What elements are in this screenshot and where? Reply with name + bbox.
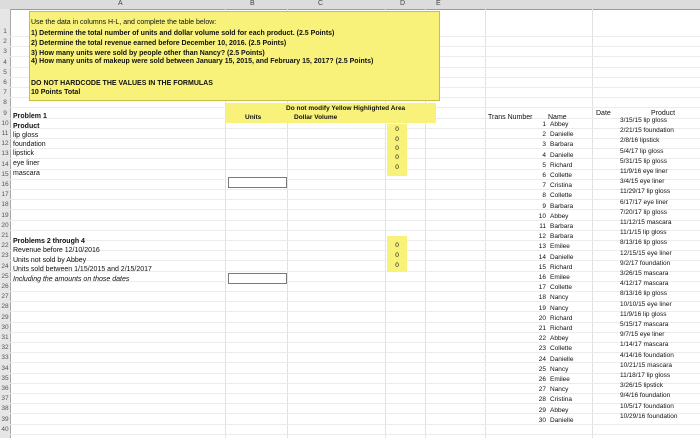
row-number[interactable]: 28	[1, 303, 9, 311]
trans-number-cell: 18	[538, 294, 546, 302]
product-cell: 9/2/17 foundation	[620, 259, 671, 267]
row-number[interactable]: 38	[1, 405, 9, 413]
product-cell: 11/12/15 mascara	[620, 219, 672, 226]
grid-line	[10, 240, 700, 241]
row-number[interactable]: 27	[1, 293, 9, 301]
problem-note: Including the amounts on those dates	[13, 276, 130, 283]
problem-value[interactable]: 0	[395, 252, 399, 259]
product-column-header: Product	[651, 110, 676, 117]
row-number[interactable]: 24	[1, 262, 9, 270]
trans-number-cell: 13	[538, 243, 546, 251]
row-number[interactable]: 34	[1, 364, 9, 372]
product-cell: 3/26/15 mascara	[620, 270, 669, 277]
grid-line	[10, 311, 700, 312]
trans-number-cell: 26	[538, 376, 546, 383]
product-cell: 10/5/17 foundation	[620, 402, 674, 410]
row-number[interactable]: 30	[1, 323, 9, 331]
name-cell: Barbara	[550, 223, 574, 230]
outlined-cell[interactable]	[228, 273, 287, 284]
name-cell: Collette	[550, 284, 573, 292]
name-cell: Danielle	[550, 416, 574, 424]
row-number[interactable]: 37	[1, 395, 9, 403]
dollar-value[interactable]: 0	[395, 126, 399, 133]
grid-line	[10, 209, 700, 210]
row-number[interactable]: 16	[1, 181, 9, 188]
row-number[interactable]: 31	[1, 334, 9, 341]
points-total: 10 Points Total	[31, 89, 81, 96]
trans-number-cell: 11	[539, 223, 546, 230]
product-cell: 1/14/17 mascara	[620, 341, 669, 349]
name-cell: Abbey	[550, 335, 569, 343]
problem-label: Revenue before 12/10/2016	[13, 247, 100, 254]
trans-number-cell: 6	[542, 172, 546, 179]
warning-text: DO NOT HARDCODE THE VALUES IN THE FORMULAS	[31, 80, 213, 87]
name-header: Name	[548, 114, 567, 121]
grid-line	[10, 362, 700, 363]
grid-line	[10, 199, 700, 200]
row-number[interactable]: 15	[1, 170, 9, 178]
name-cell: Emilee	[550, 274, 570, 281]
row-number[interactable]: 18	[1, 201, 9, 209]
row-number[interactable]: 32	[1, 344, 9, 352]
product-cell: 7/20/17 lip gloss	[620, 208, 667, 216]
grid-line	[10, 342, 700, 343]
row-number[interactable]: 1	[3, 28, 7, 35]
row-number[interactable]: 36	[1, 385, 9, 392]
name-cell: Richard	[550, 161, 573, 169]
row-number[interactable]: 17	[1, 191, 9, 199]
product-cell: 3/26/15 lipstick	[620, 382, 663, 390]
row-number[interactable]: 5	[3, 68, 7, 76]
name-cell: Nancy	[550, 365, 569, 373]
grid-line	[10, 220, 700, 221]
grid-line	[10, 138, 700, 139]
product-cell: 10/21/15 mascara	[620, 361, 673, 369]
row-number[interactable]: 25	[1, 272, 9, 280]
trans-number-cell: 25	[538, 365, 546, 373]
row-number[interactable]: 35	[1, 374, 9, 382]
row-number[interactable]: 22	[1, 242, 9, 250]
trans-number-cell: 27	[538, 386, 546, 394]
row-number[interactable]: 10	[1, 119, 9, 127]
product-cell: 8/13/16 lip gloss	[620, 239, 667, 247]
grid-line	[10, 424, 700, 425]
name-cell: Barbara	[550, 202, 574, 210]
grid-line	[485, 9, 486, 438]
product-label: foundation	[13, 141, 46, 148]
column-header-e[interactable]: E	[436, 0, 441, 7]
trans-number-cell: 8	[542, 192, 546, 200]
row-number[interactable]: 8	[3, 99, 7, 107]
dollar-value[interactable]: 0	[395, 145, 399, 152]
row-number[interactable]: 3	[3, 48, 7, 56]
product-cell: 11/29/17 lip gloss	[620, 188, 671, 196]
column-header-b[interactable]: B	[250, 0, 255, 7]
grid-line	[10, 128, 700, 129]
trans-number-cell: 28	[538, 396, 546, 404]
name-cell: Cristina	[550, 396, 573, 404]
product-header: Product	[13, 123, 40, 130]
grid-line	[10, 373, 700, 374]
grid-line	[10, 148, 700, 149]
trans-number-cell: 14	[538, 253, 546, 261]
dollar-volume-header: Dollar Volume	[294, 114, 338, 121]
grid-line	[592, 9, 593, 438]
problem-label: Units sold between 1/15/2015 and 2/15/2017	[13, 266, 152, 273]
trans-number-cell: 21	[538, 325, 546, 332]
product-cell: 4/12/17 mascara	[620, 280, 669, 288]
product-cell: 11/1/15 lip gloss	[620, 229, 667, 237]
dollar-value[interactable]: 0	[395, 136, 399, 143]
problem-value[interactable]: 0	[395, 262, 399, 269]
name-cell: Emilee	[550, 376, 570, 383]
row-number[interactable]: 4	[3, 58, 7, 66]
name-cell: Richard	[550, 325, 573, 332]
row-number[interactable]: 23	[1, 252, 9, 260]
trans-number-cell: 30	[538, 416, 546, 424]
product-cell: 5/4/17 lip gloss	[620, 147, 664, 155]
grid-line	[10, 332, 700, 333]
product-cell: 11/18/17 lip gloss	[620, 372, 671, 379]
trans-number-cell: 29	[538, 406, 546, 414]
product-cell: 2/21/15 foundation	[620, 127, 674, 135]
trans-number-cell: 15	[538, 263, 546, 271]
modify-note: Do not modify Yellow Highlighted Area	[286, 105, 406, 112]
name-cell: Barbara	[550, 141, 574, 149]
product-cell: 5/15/17 mascara	[620, 321, 669, 328]
row-number[interactable]: 7	[3, 89, 7, 97]
date-header: Date	[596, 110, 611, 117]
instruction-line: 2) Determine the total revenue earned before December 10, 2016. (2.5 Points)	[31, 40, 287, 47]
name-cell: Danielle	[550, 151, 574, 159]
grid-line	[10, 230, 700, 231]
grid-line	[10, 352, 700, 353]
problem-value[interactable]: 0	[395, 242, 399, 249]
product-label: lip gloss	[13, 132, 39, 139]
product-cell: 2/8/16 lipstick	[620, 137, 660, 145]
product-cell: 5/31/15 lip gloss	[620, 157, 667, 165]
row-number[interactable]: 29	[1, 313, 9, 321]
row-number[interactable]: 20	[1, 221, 9, 229]
grid-line	[10, 169, 700, 170]
trans-number-cell: 7	[542, 182, 546, 190]
row-number[interactable]: 9	[3, 109, 7, 117]
product-cell: 11/9/16 eye liner	[620, 168, 668, 175]
trans-number-cell: 1	[542, 121, 546, 128]
column-header-d[interactable]: D	[400, 0, 406, 7]
trans-number-cell: 17	[538, 284, 546, 292]
trans-number-cell: 5	[542, 161, 546, 169]
column-header-a[interactable]: A	[118, 0, 123, 7]
problem1-title: Problem 1	[13, 113, 47, 120]
product-label: eye liner	[13, 160, 40, 167]
name-cell: Collette	[550, 345, 573, 353]
trans-number-cell: 9	[542, 202, 546, 210]
row-number[interactable]: 21	[1, 232, 9, 239]
product-label: lipstick	[13, 150, 35, 157]
dollar-value[interactable]: 0	[395, 164, 399, 171]
grid-line	[10, 179, 700, 180]
name-cell: Abbey	[550, 121, 569, 128]
product-cell: 11/9/16 lip gloss	[620, 310, 667, 318]
product-cell: 6/17/17 eye liner	[620, 198, 669, 206]
product-label: mascara	[13, 170, 40, 177]
units-header: Units	[245, 114, 262, 121]
name-cell: Nancy	[550, 304, 569, 312]
product-cell: 8/13/16 lip gloss	[620, 290, 667, 298]
row-number[interactable]: 13	[1, 150, 9, 158]
name-cell: Abbey	[550, 406, 569, 414]
name-cell: Danielle	[550, 253, 574, 261]
row-number[interactable]: 11	[1, 130, 9, 137]
column-header-bar	[0, 0, 700, 10]
product-cell: 12/15/15 eye liner	[620, 249, 672, 257]
grid-line	[10, 250, 700, 251]
row-number[interactable]: 19	[1, 211, 9, 219]
instruction-line: 4) How many units of makeup were sold between January 15, 2015, and February 15, 2017? (2.5 Points)	[31, 58, 374, 65]
name-cell: Barbara	[550, 233, 574, 241]
name-cell: Nancy	[550, 294, 569, 302]
grid-line	[10, 158, 700, 159]
trans-number-cell: 20	[538, 314, 546, 322]
name-cell: Collette	[550, 172, 573, 179]
row-number[interactable]: 12	[1, 140, 9, 148]
name-cell: Cristina	[550, 182, 573, 190]
product-cell: 3/4/15 eye liner	[620, 178, 665, 186]
trans-number-cell: 24	[538, 355, 546, 363]
dollar-value[interactable]: 0	[395, 154, 399, 161]
name-cell: Abbey	[550, 212, 569, 220]
row-number[interactable]: 39	[1, 415, 9, 423]
name-cell: Collette	[550, 192, 573, 200]
problems-2-4-title: Problems 2 through 4	[13, 238, 85, 245]
product-cell: 9/7/15 eye liner	[620, 331, 665, 339]
name-cell: Emilee	[550, 243, 570, 251]
trans-number-cell: 19	[538, 304, 546, 312]
row-number[interactable]: 40	[1, 425, 9, 433]
trans-number-cell: 16	[538, 274, 546, 281]
name-cell: Richard	[550, 263, 573, 271]
grid-line	[10, 189, 700, 190]
trans-number-cell: 2	[542, 131, 546, 139]
problem-label: Units not sold by Abbey	[13, 257, 87, 264]
row-number[interactable]: 2	[3, 38, 7, 46]
row-number[interactable]: 14	[1, 160, 9, 168]
row-number[interactable]: 33	[1, 354, 9, 362]
grid-line	[10, 322, 700, 323]
row-header-bar	[0, 9, 11, 438]
grid-line	[10, 434, 700, 435]
instruction-line: 1) Determine the total number of units and dollar volume sold for each product. (2.5 Points)	[31, 30, 335, 37]
trans-number-cell: 12	[538, 233, 546, 241]
product-cell: 4/14/16 foundation	[620, 351, 674, 359]
grid-line	[10, 260, 700, 261]
trans-number-cell: 10	[538, 212, 546, 220]
grid-line	[10, 413, 700, 414]
product-cell: 10/10/15 eye liner	[620, 300, 672, 308]
grid-line	[10, 403, 700, 404]
trans-number-cell: 23	[538, 345, 546, 353]
grid-line	[10, 393, 700, 394]
name-cell: Nancy	[550, 386, 569, 394]
product-cell: 3/15/15 lip gloss	[620, 117, 667, 124]
product-cell: 10/29/16 foundation	[620, 412, 678, 420]
trans-number-cell: 4	[542, 151, 546, 159]
row-number[interactable]: 6	[3, 79, 7, 86]
trans-number-cell: 3	[542, 141, 546, 149]
name-cell: Richard	[550, 314, 573, 322]
grid-line	[10, 291, 700, 292]
selected-cell[interactable]	[228, 177, 287, 188]
product-cell: 9/4/16 foundation	[620, 392, 671, 400]
name-cell: Danielle	[550, 355, 574, 363]
instruction-line: 3) How many units were sold by people other than Nancy? (2.5 Points)	[31, 50, 265, 57]
instruction-line: Use the data in columns H-L, and complete the table below:	[31, 19, 217, 26]
grid-line	[10, 383, 700, 384]
row-number[interactable]: 26	[1, 283, 9, 290]
grid-line	[10, 301, 700, 302]
trans-number-header: Trans Number	[488, 114, 533, 121]
column-header-c[interactable]: C	[318, 0, 324, 7]
trans-number-cell: 22	[538, 335, 546, 343]
name-cell: Danielle	[550, 131, 574, 139]
